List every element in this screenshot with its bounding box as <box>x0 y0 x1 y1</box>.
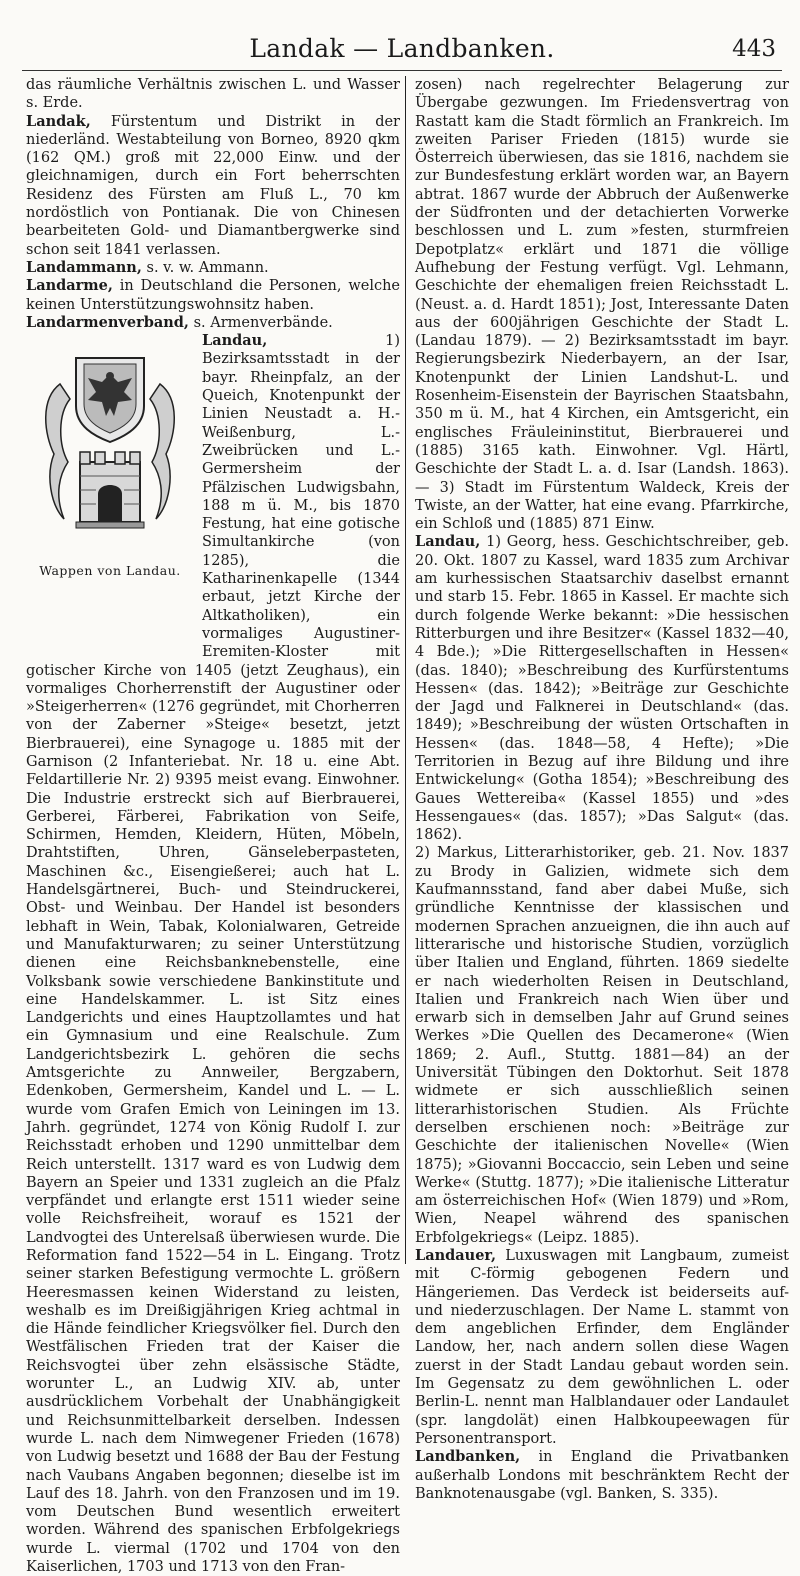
page-header <box>22 30 782 71</box>
entry-text: s. Armenverbände. <box>188 314 333 331</box>
coat-of-arms-icon <box>40 344 180 544</box>
entry-landarme <box>26 277 400 314</box>
entry-text: 1) Bezirksamtsstadt in der bayr. Rheinpfalz, an der Queich, Knotenpunkt der Linien Neustadt a. H.-Weißenburg, L.-Zweibrücken und L.-Germersheim der Pfälzischen Ludwigsbahn, 188 m ü. M., bis 1870 Festung, hat eine gotische Simultankirche (von 1285), die Katharinenkapelle (1344 erbaut, jetzt Kirche der Altkatholiken), ein vormaliges Augustiner-Eremiten-Kloster mit gotischer Kirche von 1405 (jetzt Zeughaus), ein vormaliges Chorherrenstift der Augustiner oder »Steigerherren« (1276 gegründet, mit Chorherren von der Zaberner »Steige« besetzt, jetzt Bierbrauerei), eine Synagoge u. 1885 mit der Garnison (2 Infanteriebat. Nr. 18 u. eine Abt. Feldartillerie Nr. 2) 9395 meist evang. Einwohner. Die Industrie erstreckt sich auf Bierbrauerei, Gerberei, Färberei, Fabrikation von Seife, Schirmen, Hemden, Kleidern, Hüten, Möbeln, Drahtstiften, Uhren, Gänseleberpasteten, Maschinen &c., Eisengießerei; auch hat L. Handelsgärtnerei, Buch- und Steindruckerei, Obst- und Weinbau. Der Handel ist besonders lebhaft in Wein, Tabak, Kolonialwaren, Getreide und Manufakturwaren; zu seiner Unterstützung dienen eine Reichsbanknebenstelle, eine Volksbank sowie verschiedene Bankinstitute und eine Handelskammer. L. ist Sitz eines Landgerichts und eines Hauptzollamtes und hat ein Gymnasium und eine Realschule. Zum Landgerichtsbezirk L. gehören die sechs Amtsgerichte zu Annweiler, Bergzabern, Edenkoben, Germersheim, Kandel und L. — L. wurde vom Grafen Emich von Leiningen im 13. Jahrh. gegründet, 1274 von König Rudolf I. zur Reichsstadt erhoben und 1290 unmittelbar dem Reich unterstellt. 1317 ward es von Ludwig dem Bayern an Speier und 1331 zugleich an die Pfalz verpfändet und erlangte erst 1511 wieder seine volle Reichsfreiheit, worauf es 1521 der Landvogtei des Unterelsaß überwiesen wurde. Die Reformation fand 1522—54 in L. Eingang. Trotz seiner starken Befestigung vermochte L. größern Heeresmassen keinen Widerstand zu leisten, weshalb es im Dreißigjährigen Krieg achtmal in die Hände feindlicher Kriegsvölker fiel. Durch den Westfälischen Frieden trat der Kaiser die Reichsvogtei über zehn elsässische Städte, worunter L., an Ludwig XIV. ab, unter ausdrücklichem Vorbehalt der Unabhängigkeit und Reichsunmittelbarkeit derselben. Indessen wurde L. nach dem Nimwegener Frieden (1678) von Ludwig besetzt und 1688 der Bau der Festung nach Vaubans Angaben begonnen; dieselbe ist im Lauf des 18. Jahrh. von den Franzosen und im 19. vom Deutschen Bund wesentlich erweitert worden. Während des spanischen Erbfolgekriegs wurde L. viermal (1702 und 1704 von den Kaiserlichen, 1703 und 1713 von den Fran- <box>26 333 400 1576</box>
entry-headword: Landarmenverband, <box>26 313 189 331</box>
entry-landau-town <box>26 332 400 1576</box>
entry-text: s. v. w. Ammann. <box>141 259 269 276</box>
entry-text: 1) Georg, hess. Geschichtschreiber, geb. 20. Okt. 1807 zu Kassel, ward 1835 zum Archivar am kurhessischen Staatsarchiv daselbst ernannt und starb 15. Febr. 1865 in Kassel. Er machte sich durch folgende Werke bekannt: »Die hessischen Ritterburgen und ihre Besitzer« (Kassel 1832—40, 4 Bde.); »Die Rittergesellschaften in Hessen« (das. 1840); »Beschreibung des Kurfürstentums Hessen« (das. 1842); »Beiträge zur Geschichte der Jagd und Falknerei in Deutschland« (das. 1849); »Beschreibung der wüsten Ortschaften in Hessen« (das. 1848—58, 4 Hefte); »Die Territorien in Bezug auf ihre Bildung und ihre Entwickelung« (Gotha 1854); »Beschreibung des Gaues Wettereiba« (Kassel 1855) und »des Hessengaues« (das. 1857); »Das Salgut« (das. 1862). <box>415 534 789 844</box>
entry-landak <box>26 113 400 259</box>
coat-of-arms-caption: Wappen von Landau. <box>39 563 181 579</box>
entry-text: Fürstentum und Distrikt in der niederländ. Westabteilung von Borneo, 8920 qkm (162 QM.) groß mit 22,000 Einw. und der gleichnamigen, durch ein Fort beherrschten Residenz des Fürsten am Fluß L., 70 km nordöstlich von Pontianak. Die von Chinesen bearbeiteten Gold- und Diamantbergwerke sind schon seit 1841 verlassen. <box>26 113 400 258</box>
entry-landbanken <box>415 1448 789 1503</box>
column-divider <box>405 76 406 1264</box>
left-column <box>26 76 400 1576</box>
entry-headword: Landau, <box>202 332 268 350</box>
entry-landau-person <box>415 533 789 844</box>
right-column <box>415 76 789 1502</box>
entry-headword: Landarme, <box>26 277 113 295</box>
continued-paragraph: zosen) nach regelrechter Belagerung zur Übergabe gezwungen. Im Friedensvertrag von Rastatt kam die Stadt förmlich an Frankreich. Im zweiten Pariser Frieden (1815) wurde sie Österreich überwiesen, das sie 1816, nachdem sie zur Bundesfestung erklärt worden war, an Bayern abtrat. 1867 wurde der Abbruch der Außenwerke der Südfronten und der detachierten Vorwerke beschlossen und L. zum »festen, sturmfreien Depotplatz« erklärt und 1871 die völlige Aufhebung der Festung verfügt. Vgl. Lehmann, Geschichte der ehemaligen freien Reichsstadt L. (Neust. a. d. Hardt 1851); Jost, Interessante Daten aus der 600jährigen Geschichte der Stadt L. (Landau 1879). — 2) Bezirksamtsstadt im bayr. Regierungsbezirk Niederbayern, an der Isar, Knotenpunkt der Linien Landshut-L. und Rosenheim-Eisenstein der Bayrischen Staatsbahn, 350 m ü. M., hat 4 Kirchen, ein Amtsgericht, ein englisches Fräuleininstitut, Bierbrauerei und (1885) 3165 kath. Einwohner. Vgl. Härtl, Geschichte der Stadt L. a. d. Isar (Landsh. 1863). — 3) Stadt im Fürstentum Waldeck, Kreis der Twiste, an der Watter, hat eine evang. Pfarrkirche, ein Schloß und (1885) 871 Einw. <box>415 77 789 533</box>
entry-markus-landau: 2) Markus, Litterarhistoriker, geb. 21. Nov. 1837 zu Brody in Galizien, widmete sich dem Kaufmannsstand, fand aber dabei Muße, sich gründliche Kenntnisse der klassischen und modernen Sprachen anzueignen, die ihn auch auf litterarische und historische Studien, vorzüglich über Italien und England, führten. 1869 siedelte er nach wiederholten Reisen in Deutschland, Italien und Frankreich nach Wien über und erwarb sich in demselben Jahr auf Grund seines Werkes »Die Quellen des Decamerone« (Wien 1869; 2. Aufl., Stuttg. 1881—84) an der Universität Tübingen den Doktorhut. Seit 1878 widmete er sich ausschließlich seinen litterarhistorischen Studien. Als Früchte derselben erschienen noch: »Beiträge zur Geschichte der italienischen Novelle« (Wien 1875); »Giovanni Boccaccio, sein Leben und seine Werke« (Stuttg. 1877); »Die italienische Litteratur am österreichischen Hof« (Wien 1879) und »Rom, Wien, Neapel während des spanischen Erbfolgekriegs« (Leipz. 1885). <box>415 845 789 1246</box>
entry-text: Luxuswagen mit Langbaum, zumeist mit C-förmig gebogenen Federn und Hängeriemen. Das Verdeck ist beiderseits auf- und niederzuschlagen. Der Name L. stammt von dem angeblichen Erfinder, dem Engländer Landow, her, nach andern sollen diese Wagen zuerst in der Stadt Landau gebaut worden sein. Im Gegensatz zu dem gewöhnlichen L. oder Berlin-L. nennt man Halblandauer oder Landaulet (spr. langdolät) einen Halbkoupeewagen für Personentransport. <box>415 1248 789 1447</box>
page-number: 443 <box>732 36 776 62</box>
entry-landarmenverband <box>26 314 400 332</box>
entry-text: in England die Privatbanken außerhalb Londons mit beschränktem Recht der Banknotenausgabe (vgl. Banken, S. 335). <box>415 1449 789 1502</box>
entry-headword: Landauer, <box>415 1247 497 1264</box>
entry-headword: Landak, <box>26 112 91 130</box>
running-title: Landak — Landbanken. <box>249 34 555 63</box>
entry-text: in Deutschland die Personen, welche keinen Unterstützungswohnsitz haben. <box>26 278 400 313</box>
coat-of-arms-figure <box>26 334 194 644</box>
entry-headword: Landbanken, <box>415 1448 521 1466</box>
entry-headword: Landammann, <box>26 258 142 276</box>
entry-landammann <box>26 259 400 277</box>
entry-headword: Landau, <box>415 533 481 551</box>
entry-landauer <box>415 1247 789 1448</box>
continued-paragraph: das räumliche Verhältnis zwischen L. und Wasser s. Erde. <box>26 77 400 112</box>
